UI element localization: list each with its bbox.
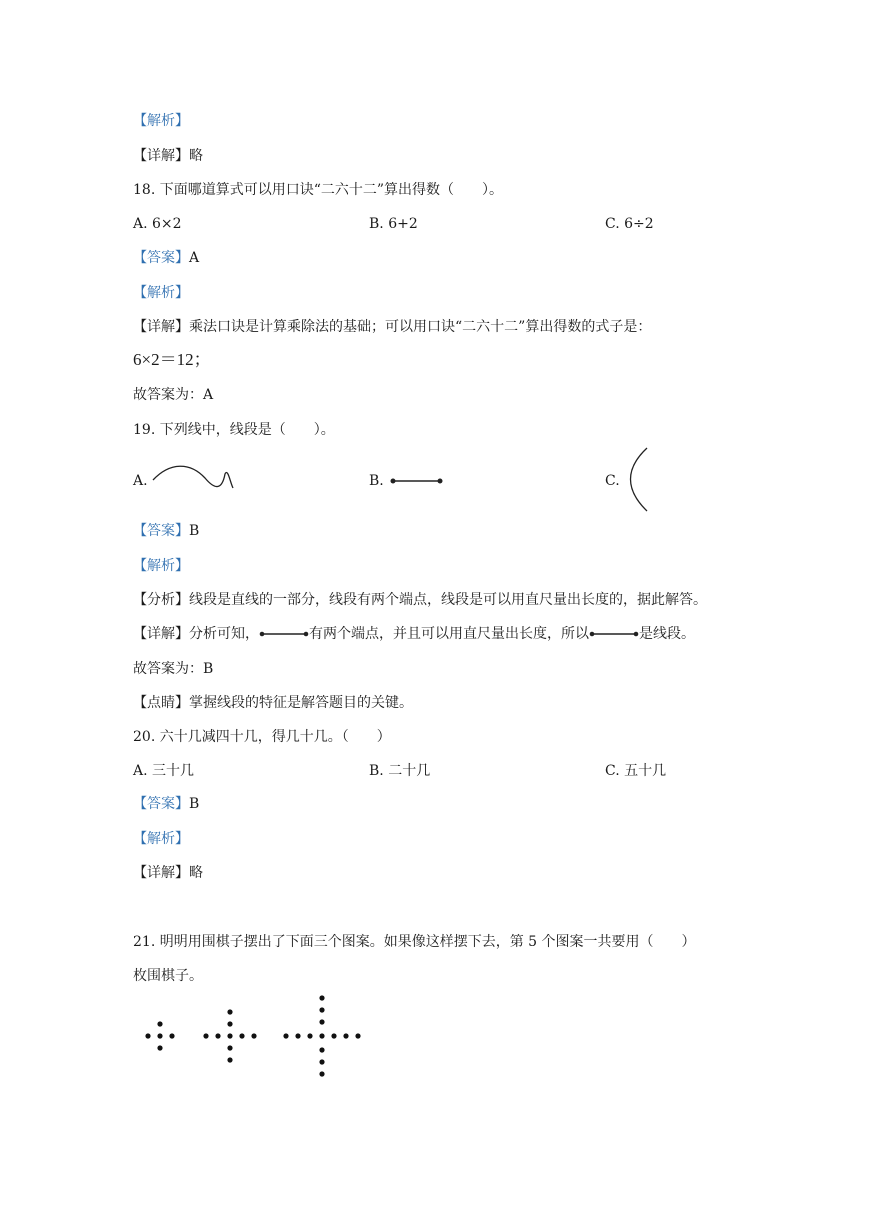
q20-detail <box>133 863 203 883</box>
q18-option-b: B. 6+2 <box>369 216 418 232</box>
q18-question: 18. 下面哪道算式可以用口诀“二六十二”算出得数（ ）。 <box>133 182 504 198</box>
q19-detail-part2: 有两个端点，并且可以用直尺量出长度，所以 <box>309 626 589 642</box>
q18-formula: 6×2＝12； <box>133 350 211 369</box>
q19-answer-value: B <box>189 523 200 539</box>
q18-detail-text: 乘法口诀是计算乘除法的基础；可以用口诀“二六十二”算出得数的式子是： <box>189 319 652 335</box>
q19-analysis-tag: 【解析】 <box>133 558 189 574</box>
inline-segment-icon <box>589 629 639 639</box>
q20-answer-value: B <box>189 796 200 812</box>
q19-detail <box>133 624 695 644</box>
q18-answer-value: A <box>189 250 200 266</box>
q21-pattern-2 <box>203 1009 256 1062</box>
q19-arc-line <box>631 448 648 511</box>
q20-option-a: A. 三十几 <box>133 763 195 779</box>
q19-detail-part3: 是线段。 <box>639 626 695 642</box>
q19-question: 19. 下列线中，线段是（ ）。 <box>133 422 335 438</box>
q19-option-a: A. <box>133 473 148 489</box>
q19-conclusion: 故答案为：B <box>133 661 214 677</box>
q20-detail-tag: 【详解】 <box>133 865 189 881</box>
q19-curve-figure <box>150 460 240 500</box>
q18-analysis-tag: 【解析】 <box>133 285 189 301</box>
q19-arc-figure <box>622 445 652 515</box>
q19-segment-figure <box>388 476 448 486</box>
q19-segment-endpoint-left <box>391 479 396 484</box>
q19-remark-tag: 【点睛】 <box>133 695 189 711</box>
q20-option-c: C. 五十几 <box>605 763 667 779</box>
q18-conclusion: 故答案为：A <box>133 387 214 403</box>
q19-detail-tag: 【详解】 <box>133 626 189 642</box>
q21-pattern-1 <box>145 1021 174 1050</box>
q19-option-c: C. <box>605 473 620 489</box>
q17-detail <box>133 146 203 166</box>
q19-option-b: B. <box>369 473 384 489</box>
q21-question-line2: 枚围棋子。 <box>133 968 203 984</box>
q18-detail <box>133 317 651 337</box>
q18-option-c: C. 6÷2 <box>605 216 654 232</box>
q19-analysis2 <box>133 590 707 610</box>
q19-detail-part1: 分析可知， <box>189 626 259 642</box>
q18-answer <box>133 248 199 268</box>
q20-answer <box>133 794 199 814</box>
q19-analysis2-tag: 【分析】 <box>133 592 189 608</box>
q21-pattern-3 <box>283 995 360 1076</box>
q17-analysis-tag: 【解析】 <box>133 113 189 129</box>
q18-option-a: A. 6×2 <box>133 216 182 232</box>
q19-segment-endpoint-right <box>438 479 443 484</box>
q17-detail-text: 略 <box>189 148 203 164</box>
q17-detail-tag: 【详解】 <box>133 148 189 164</box>
q19-wavy-line <box>153 466 233 488</box>
q21-dot-patterns <box>140 990 380 1090</box>
q20-answer-tag: 【答案】 <box>133 796 189 812</box>
q20-detail-text: 略 <box>189 865 203 881</box>
q21-question-line1: 21. 明明用围棋子摆出了下面三个图案。如果像这样摆下去，第 5 个图案一共要用（ ） <box>133 934 696 950</box>
q18-detail-tag: 【详解】 <box>133 319 189 335</box>
q20-question: 20. 六十几减四十几，得几十几。（ ） <box>133 729 391 745</box>
q20-analysis-tag: 【解析】 <box>133 831 189 847</box>
inline-segment-icon <box>259 629 309 639</box>
q19-remark-text: 掌握线段的特征是解答题目的关键。 <box>189 695 413 711</box>
q19-answer-tag: 【答案】 <box>133 523 189 539</box>
q19-answer <box>133 521 199 541</box>
q19-remark <box>133 693 413 713</box>
q20-option-b: B. 二十几 <box>369 763 431 779</box>
q19-analysis2-text: 线段是直线的一部分，线段有两个端点，线段是可以用直尺量出长度的，据此解答。 <box>189 592 707 608</box>
q18-answer-tag: 【答案】 <box>133 250 189 266</box>
